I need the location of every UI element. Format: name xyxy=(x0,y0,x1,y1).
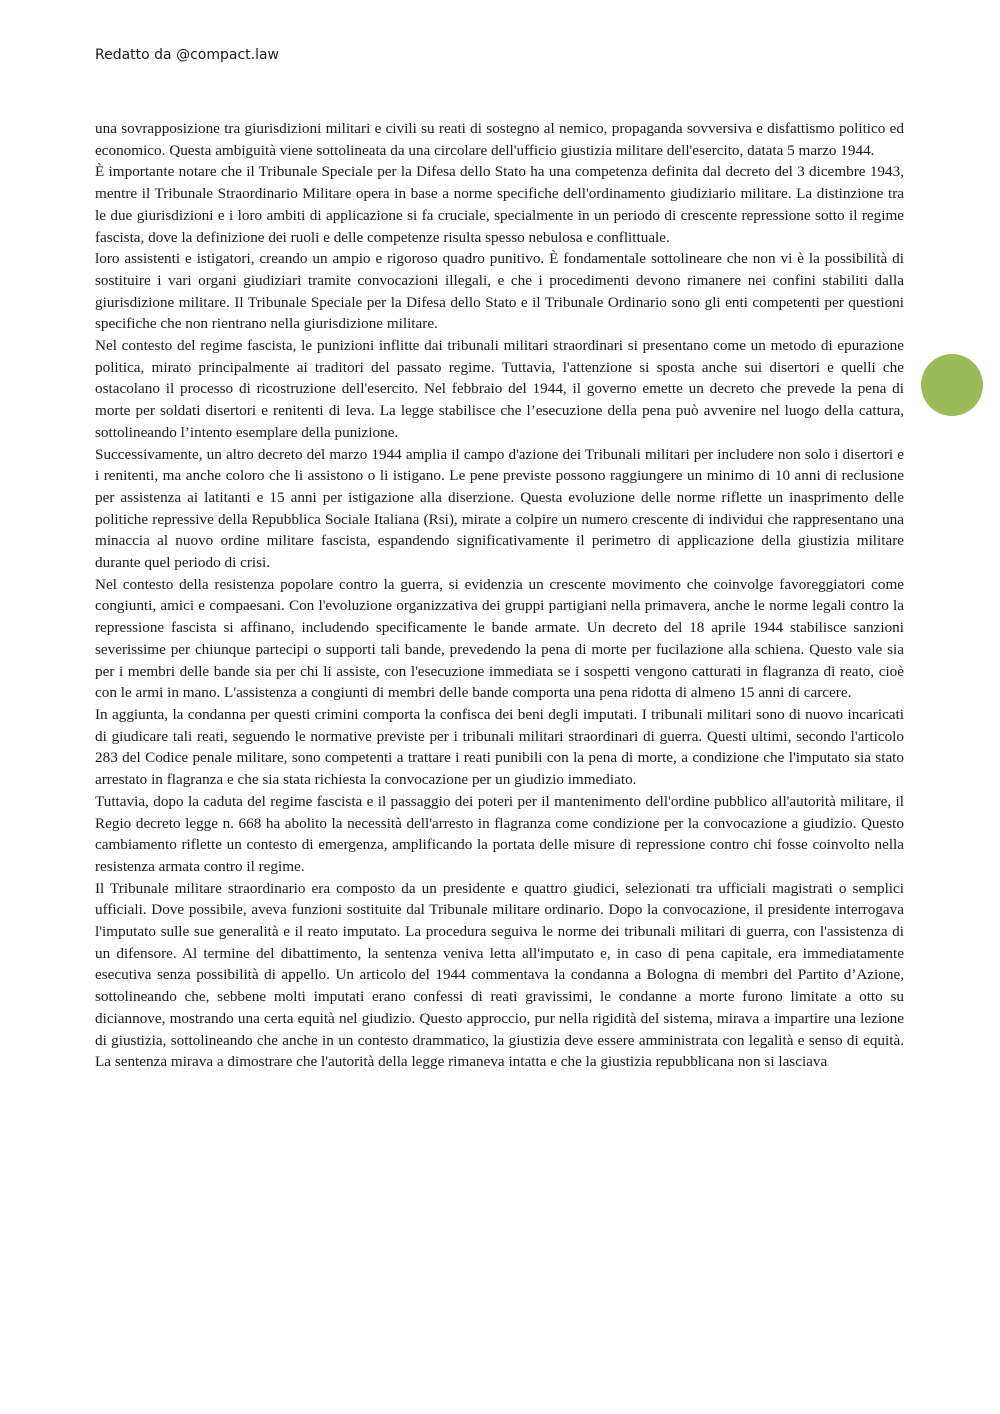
paragraph: Successivamente, un altro decreto del marzo 1944 amplia il campo d'azione dei Tribunali militari per includere non solo i disertori e i renitenti, ma anche coloro che li assistono o li istigano. Le pene previste possono raggiungere un minimo di 10 anni di reclusione per assistenza ai latitanti e 15 anni per istigazione alla diserzione. Questa evoluzione delle norme riflette un inasprimento delle politiche repressive della Repubblica Sociale Italiana (Rsi), mirate a colpire un numero crescente di individui che rappresentano una minaccia al nuovo ordine militare fascista, espandendo significativamente il perimetro di applicazione della giustizia militare durante quel periodo di crisi. xyxy=(95,445,904,572)
paragraph: loro assistenti e istigatori, creando un ampio e rigoroso quadro punitivo. È fondamentale sottolineare che non vi è la possibilità di sostituire i vari organi giudiziari tramite convocazioni illegali, e che i procedimenti devono rimanere nei confini stabiliti dalla giurisdizione militare. Il Tribunale Speciale per la Difesa dello Stato e il Tribunale Ordinario sono gli enti competenti per questioni specifiche che non rientrano nella giurisdizione militare. xyxy=(95,250,904,333)
page-header: Redatto da @compact.law xyxy=(95,47,280,63)
side-marker-dot xyxy=(921,354,983,416)
paragraph: In aggiunta, la condanna per questi crimini comporta la confisca dei beni degli imputati. I tribunali militari sono di nuovo incaricati di giudicare tali reati, seguendo le normative previste per i tribunali militari straordinari di guerra. Questi ultimi, secondo l'articolo 283 del Codice penale militare, sono competenti a trattare i reati punibili con la pena di morte, a condizione che l'imputato sia stato arrestato in flagranza e che sia stata richiesta la convocazione per un giudizio immediato. xyxy=(95,705,904,789)
paragraph: una sovrapposizione tra giurisdizioni militari e civili su reati di sostegno al nemico, propaganda sovversiva e disfattismo politico ed economico. Questa ambiguità viene sottolineata da una circolare dell'ufficio giustizia militare dell'esercito, datata 5 marzo 1944. xyxy=(95,120,904,159)
paragraph: Il Tribunale militare straordinario era composto da un presidente e quattro giudici, selezionati tra ufficiali magistrati o semplici ufficiali. Dove possibile, aveva funzioni sostituite dal Tribunale militare ordinario. Dopo la convocazione, il presidente interrogava l'imputato sulle sue generalità e il reato imputato. La procedura seguiva le norme dei tribunali militari di guerra, con l'assistenza di un difensore. Al termine del dibattimento, la sentenza veniva letta all'imputato e, in caso di pena capitale, era immediatamente esecutiva senza possibilità di appello. Un articolo del 1944 commentava la condanna a Bologna di membri del Partito d’Azione, sottolineando che, sebbene molti imputati erano confessi di reati gravissimi, le condanne a morte furono limitate a otto su diciannove, mostrando una certa equità nel giudizio. Questo approccio, pur nella rigidità del sistema, mirava a impartire una lezione di giustizia, sottolineando che anche in un contesto drammatico, la giustizia deve essere amministrata con legalità e senso di equità. La sentenza mirava a dimostrare che l'autorità della legge rimaneva intatta e che la giustizia repubblicana non si lasciava xyxy=(95,879,904,1071)
paragraph: Nel contesto del regime fascista, le punizioni inflitte dai tribunali militari straordinari si presentano come un metodo di epurazione politica, mirato principalmente ai traditori del passato regime. Tuttavia, l'attenzione si sposta anche sui disertori e quelli che ostacolano il processo di ricostruzione dell'esercito. Nel febbraio del 1944, il governo emette un decreto che prevede la pena di morte per soldati disertori e renitenti di leva. La legge stabilisce che l’esecuzione della pena può avvenire nel luogo della cattura, sottolineando l’intento esemplare della punizione. xyxy=(95,337,904,441)
paragraph: Tuttavia, dopo la caduta del regime fascista e il passaggio dei poteri per il mantenimento dell'ordine pubblico all'autorità militare, il Regio decreto legge n. 668 ha abolito la necessità dell'arresto in flagranza come condizione per la convocazione a giudizio. Questo cambiamento riflette un contesto di emergenza, amplificando la portata delle misure di repressione contro chi fosse coinvolto nella resistenza armata contro il regime. xyxy=(95,792,904,875)
paragraph: Nel contesto della resistenza popolare contro la guerra, si evidenzia un crescente movimento che coinvolge favoreggiatori come congiunti, amici e compaesani. Con l'evoluzione organizzativa dei gruppi partigiani nella primavera, anche le norme legali contro la repressione fascista si affinano, includendo specificamente le bande armate. Un decreto del 18 aprile 1944 stabilisce sanzioni severissime per chiunque partecipi o supporti tali bande, prevedendo la pena di morte per fucilazione alla schiena. Questo vale sia per i membri delle bande sia per chi li assiste, con l'esecuzione immediata se i sospetti vengono catturati in flagranza di reato, cioè con le armi in mano. L'assistenza a congiunti di membri delle bande comporta una pena ridotta di almeno 15 anni di carcere. xyxy=(95,575,904,702)
document-body xyxy=(95,118,904,1073)
paragraph: È importante notare che il Tribunale Speciale per la Difesa dello Stato ha una competenza definita dal decreto del 3 dicembre 1943, mentre il Tribunale Straordinario Militare opera in base a norme specifiche dell'ordinamento giudiziario militare. La distinzione tra le due giurisdizioni e i loro ambiti di applicazione si fa cruciale, specialmente in un periodo di crescente repressione sotto il regime fascista, dove la definizione dei ruoli e delle competenze risulta spesso nebulosa e conflittuale. xyxy=(95,163,904,246)
